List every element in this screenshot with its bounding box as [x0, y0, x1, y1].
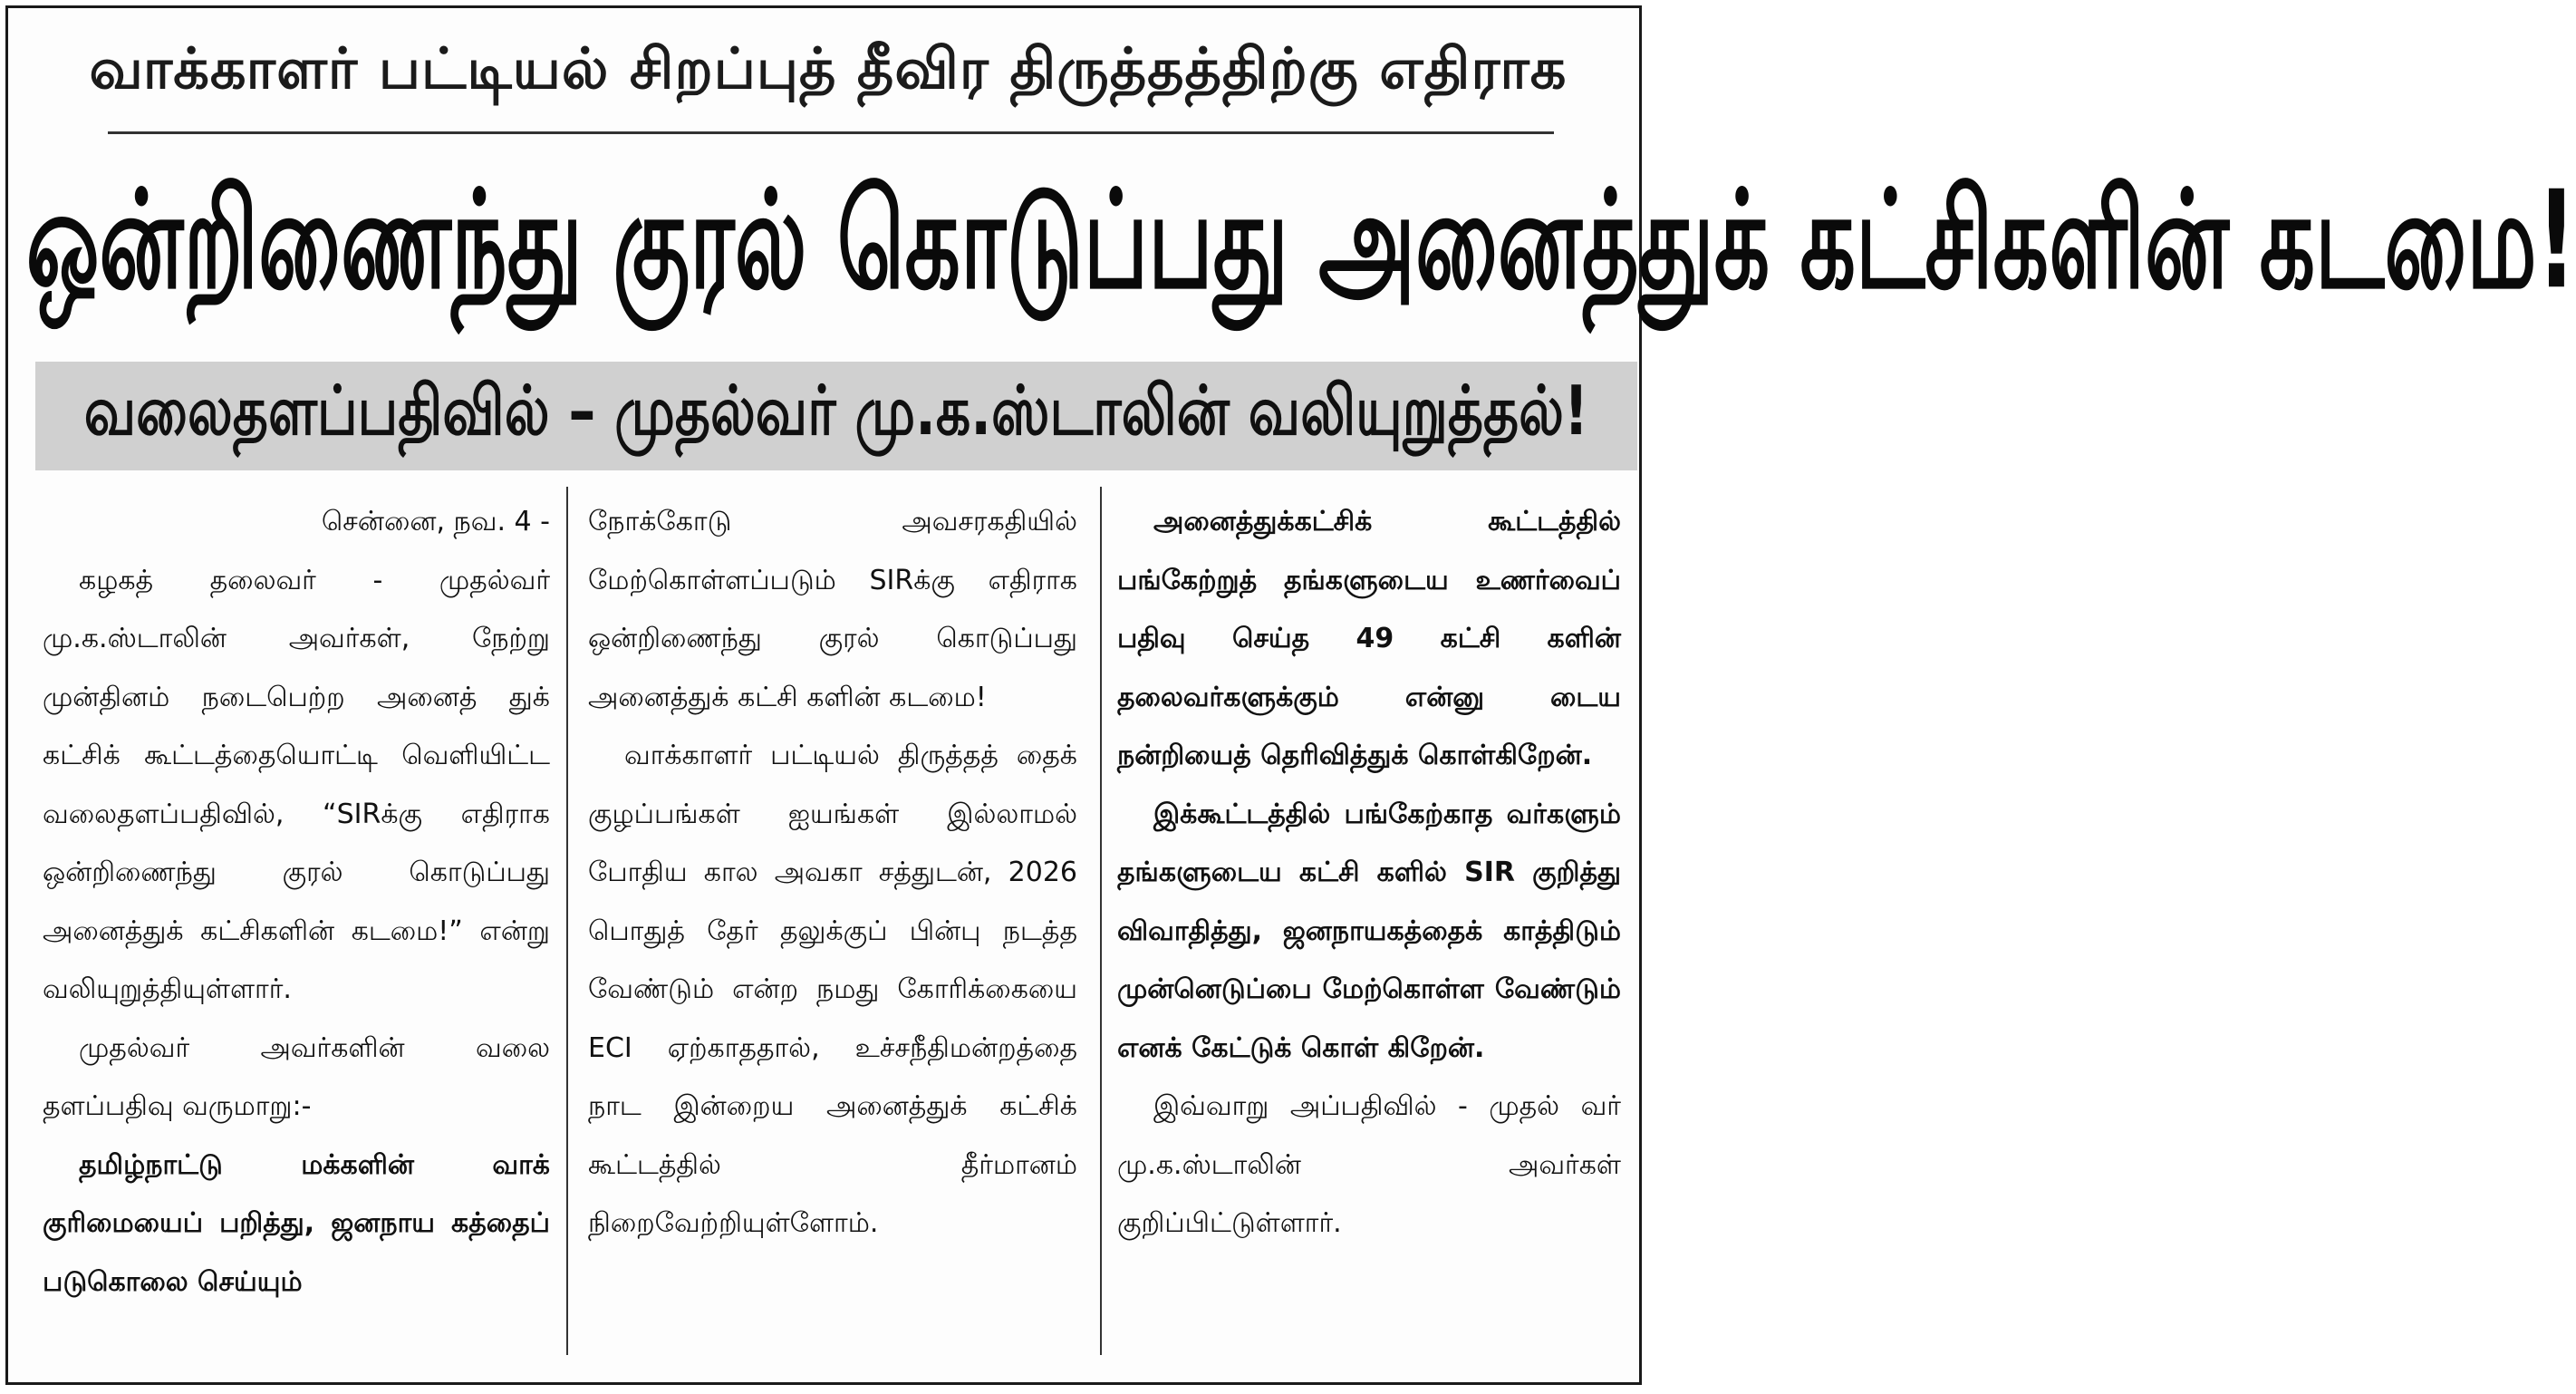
dateline: சென்னை, நவ. 4 - [321, 506, 550, 537]
deck-text: வலைதளப்பதிவில் – முதல்வர் மு.க.ஸ்டாலின் வலியுறுத்தல்! [83, 372, 1589, 451]
column1-paragraph-1: கழகத் தலைவர் - முதல்வர் மு.க.ஸ்டாலின் அவர்கள், நேற்று முன்தினம் நடைபெற்ற அனைத் துக் கட்சிக் கூட்டத்தையொட்டி வெளியிட்ட வலைதளப்பதிவில், “SIRக்கு எதிராக ஒன்றிணைந்து குரல் கொடுப்பது அனைத்துக் கட்சிகளின் கடமை!” என்று வலியுறுத்தியுள்ளார். [43, 564, 550, 1005]
deck-banner [35, 362, 1637, 470]
column1-paragraph-2: முதல்வர் அவர்களின் வலை தளப்பதிவு வருமாறு:- [43, 1031, 550, 1122]
article-column-1 [43, 493, 550, 1362]
column-divider-1 [566, 487, 568, 1355]
kicker-rule [108, 131, 1554, 134]
column2-paragraph-2: வாக்காளர் பட்டியல் திருத்தத் தைக் குழப்பங்கள் ஐயங்கள் இல்லாமல் போதிய கால அவகா சத்துடன், 2026 பொதுத் தேர் தலுக்குப் பின்பு நடத்த வேண்டும் என்ற நமது கோரிக்கையை ECI ஏற்காததால், உச்சநீதிமன்றத்தை நாட இன்றைய அனைத்துக் கட்சிக் கூட்டத்தில் தீர்மானம் நிறைவேற்றியுள்ளோம். [588, 740, 1077, 1239]
headline: ஒன்றிணைந்து குரல் கொடுப்பது அனைத்துக் கட்சிகளின் கடமை! [26, 161, 2576, 319]
article-column-2 [588, 493, 1077, 1362]
column3-paragraph-1: அனைத்துக்கட்சிக் கூட்டத்தில் பங்கேற்றுத் தங்களுடைய உணர்வைப் பதிவு செய்த 49 கட்சி களின் தலைவர்களுக்கும் என்னு டைய நன்றியைத் தெரிவித்துக் கொள்கிறேன். [1117, 506, 1621, 771]
news-clipping [5, 5, 2576, 1385]
column3-paragraph-3: இவ்வாறு அப்பதிவில் - முதல் வர் மு.க.ஸ்டாலின் அவர்கள் குறிப்பிட்டுள்ளார். [1117, 1090, 1621, 1239]
kicker-line: வாக்காளர் பட்டியல் சிறப்புத் தீவிர திருத்தத்திற்கு எதிராக [89, 35, 1568, 102]
column3-paragraph-2: இக்கூட்டத்தில் பங்கேற்காத வர்களும் தங்களுடைய கட்சி களில் SIR குறித்து விவாதித்து, ஜனநாயகத்தைக் காத்திடும் முன்னெடுப்பை மேற்கொள்ள வேண்டும் எனக் கேட்டுக் கொள் கிறேன். [1117, 798, 1621, 1064]
article-column-3 [1117, 493, 1621, 1362]
column1-paragraph-3: தமிழ்நாட்டு மக்களின் வாக் குரிமையைப் பறித்து, ஜனநாய கத்தைப் படுகொலை செய்யும் [43, 1148, 550, 1298]
column2-paragraph-1: நோக்கோடு அவசரகதியில் மேற்கொள்ளப்படும் SIRக்கு எதிராக ஒன்றிணைந்து குரல் கொடுப்பது அனைத்துக் கட்சி களின் கடமை! [588, 506, 1077, 713]
column-divider-2 [1100, 487, 1102, 1355]
